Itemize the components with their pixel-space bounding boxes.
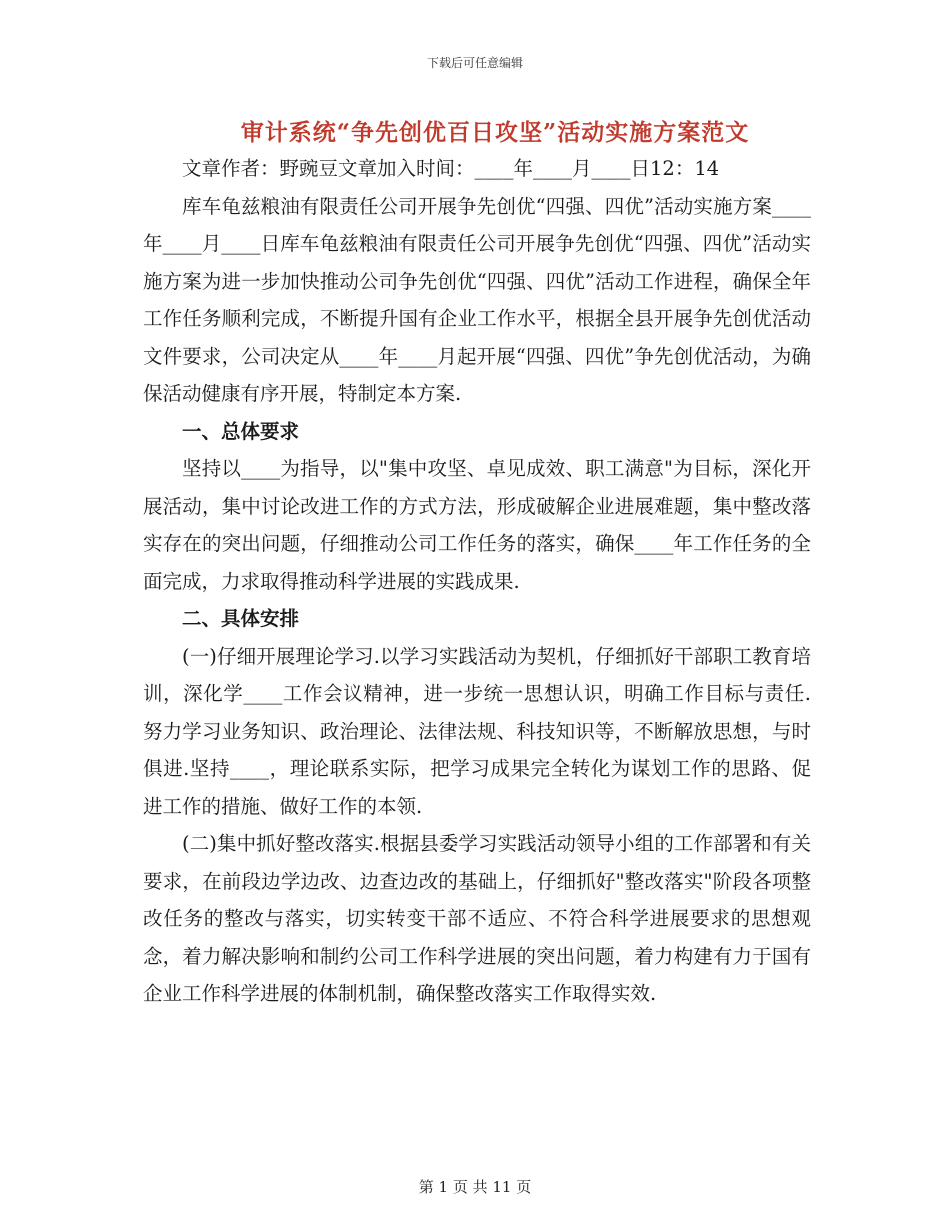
header-note: 下载后可任意编辑: [426, 56, 523, 70]
arrangement-item-1: (一)仔细开展理论学习.以学习实践活动为契机，仔细抓好干部职工教育培训，深化学____工作会议精神，进一步统一思想认识，明确工作目标与责任.努力学习业务知识、政治理论、法律法规、科技知识等，不断解放思想，与时俱进.坚持____，理论联系实际，把学习成果完全转化为谋划工作的思路、促进工作的措施、做好工作的本领.: [143, 644, 811, 818]
document-body: [143, 150, 811, 1013]
arrangement-item-2: (二)集中抓好整改落实.根据县委学习实践活动领导小组的工作部署和有关要求，在前段边学边改、边查边改的基础上，仔细抓好"整改落实"阶段各项整改任务的整改与落实，切实转变干部不适应、不符合科学进展要求的思想观念，着力解决影响和制约公司工作科学进展的突出问题，着力构建有力于国有企业工作科学进展的体制机制，确保整改落实工作取得实效.: [143, 832, 811, 1005]
section-heading-specific-arrangements: 二、具体安排: [182, 607, 300, 630]
general-requirements-paragraph: 坚持以____为指导，以"集中攻坚、卓见成效、职工满意"为目标，深化开展活动，集中讨论改进工作的方式方法，形成破解企业进展难题，集中整改落实存在的突出问题，仔细推动公司工作任务的落实，确保____年工作任务的全面完成，力求取得推动科学进展的实践成果.: [143, 457, 811, 593]
byline: 文章作者：野豌豆文章加入时间：____年____月____日12：14: [182, 157, 720, 180]
document-title: 审计系统“争先创优百日攻坚”活动实施方案范文: [240, 119, 750, 146]
section-heading-general-requirements: 一、总体要求: [182, 419, 300, 443]
page-footer: 第 1 页 共 11 页: [418, 1178, 532, 1196]
intro-paragraph: 库车龟兹粮油有限责任公司开展争先创优“四强、四优”活动实施方案____年____月____日库车龟兹粮油有限责任公司开展争先创优“四强、四优”活动实施方案为进一步加快推动公司争先创优“四强、四优”活动工作进程，确保全年工作任务顺利完成，不断提升国有企业工作水平，根据全县开展争先创优活动文件要求，公司决定从____年____月起开展“四强、四优”争先创优活动，为确保活动健康有序开展，特制定本方案.: [143, 194, 811, 405]
